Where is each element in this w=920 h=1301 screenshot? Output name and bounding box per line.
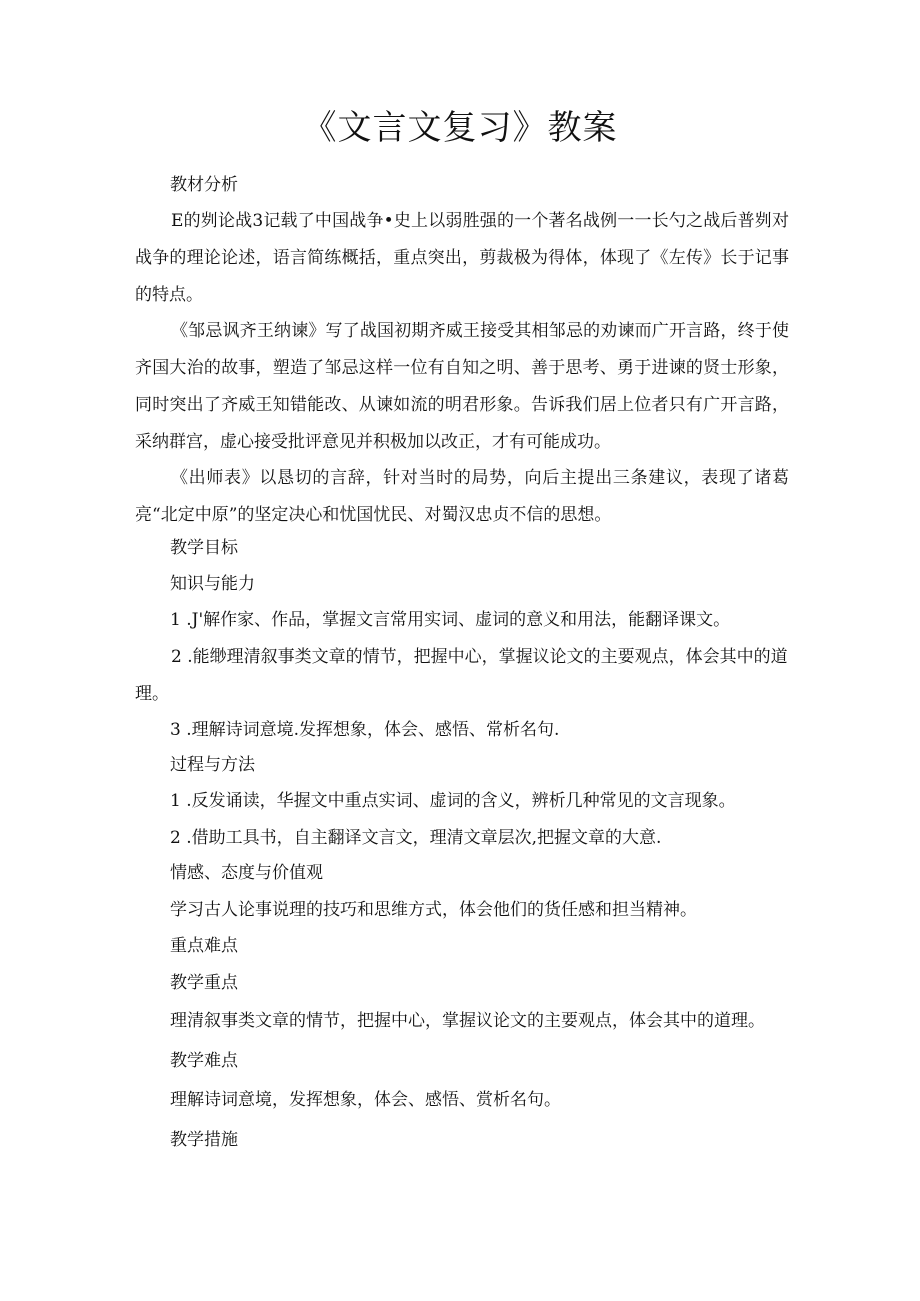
goals-heading: 教学目标: [170, 538, 238, 558]
knowledge-item-3: 3 .理解诗词意境.发挥想象，体会、感悟、常析名句.: [170, 720, 560, 740]
document-title: 《文言文复习》教案: [302, 108, 618, 148]
analysis-paragraph-3: 《出师表》以恳切的言辞，针对当时的局势，向后主提出三条建议，表现了诸葛亮“北定中原”的坚定决心和忧国忧民、对蜀汉忠贞不信的思想。: [135, 468, 789, 525]
emotion-text: 学习古人论事说理的技巧和思维方式，体会他们的货任感和担当精神。: [170, 900, 697, 920]
knowledge-item-1: 1 .J'解作家、作品，掌握文言常用实词、虚词的意义和用法，能翻译课文。: [170, 610, 731, 630]
analysis-paragraph-2: 《邹忌讽齐王纳谏》写了战国初期齐威王接受其相邹忌的劝谏而广开言路，终于使齐国大治的故事，塑造了邹忌这样一位有自知之明、善于思考、勇于进谏的贤士形象，同时突出了齐威王知错能改、从谏如流的明君形象。告诉我们居上位者只有广开言路，采纳群宫，虚心接受批评意见并积极加以改正，才有可能成功。: [135, 321, 789, 452]
measures-heading: 教学措施: [170, 1130, 238, 1150]
keypoints-heading: 重点难点: [170, 936, 238, 956]
process-item-2: 2 .借助工具书，自主翻译文言文，理清文章层次,把握文章的大意.: [170, 828, 662, 848]
process-heading: 过程与方法: [170, 755, 255, 775]
difficulty-heading: 教学难点: [170, 1051, 238, 1071]
process-item-1: 1 .反发诵读，华握文中重点实词、虚词的含义，辨析几种常见的文言现象。: [170, 791, 736, 811]
emotion-heading: 情感、态度与价值观: [170, 863, 323, 883]
difficulty-text: 理解诗词意境，发挥想象，体会、感悟、赏析名句。: [170, 1090, 561, 1110]
knowledge-heading: 知识与能力: [170, 574, 255, 594]
knowledge-item-2: 2 .能缈理清叙事类文章的情节，把握中心，掌握议论文的主要观点，体会其中的道理。: [135, 647, 788, 704]
analysis-heading: 教材分析: [170, 175, 238, 195]
focus-text: 理清叙事类文章的情节，把握中心，掌握议论文的主要观点，体会其中的道理。: [170, 1011, 765, 1031]
analysis-paragraph-1: E的刿论战3记载了中国战争•史上以弱胜强的一个著名战例一一长勺之战后普刿对战争的理论论述，语言简练概括，重点突出，剪裁极为得体，体现了《左传》长于记事的特点。: [135, 211, 789, 305]
focus-heading: 教学重点: [170, 973, 238, 993]
